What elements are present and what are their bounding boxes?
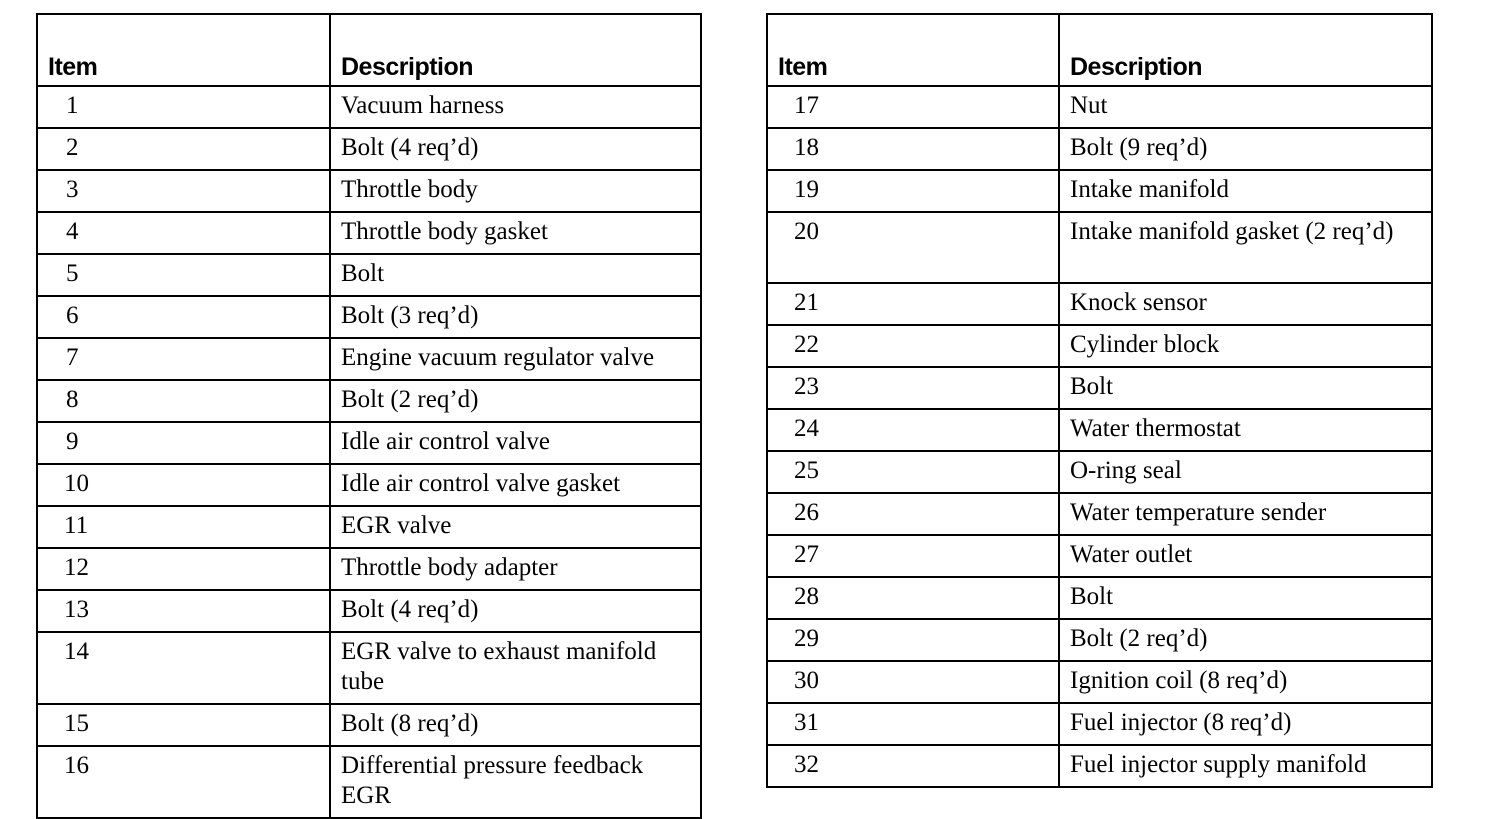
table-row — [37, 590, 701, 632]
item-description: Bolt (2 req’d) — [330, 380, 701, 422]
parts-table-right — [766, 13, 1433, 788]
table-row — [767, 661, 1432, 703]
table-row — [37, 506, 701, 548]
item-number: 8 — [37, 380, 330, 422]
table-row — [767, 325, 1432, 367]
item-number: 5 — [37, 254, 330, 296]
item-number: 17 — [767, 86, 1059, 128]
item-description: Fuel injector (8 req’d) — [1059, 703, 1432, 745]
item-number: 22 — [767, 325, 1059, 367]
item-description: O-ring seal — [1059, 451, 1432, 493]
item-description: Nut — [1059, 86, 1432, 128]
item-description: Vacuum harness — [330, 86, 701, 128]
table-row — [37, 632, 701, 704]
table-row — [767, 451, 1432, 493]
item-number: 13 — [37, 590, 330, 632]
item-description: Bolt (4 req’d) — [330, 590, 701, 632]
item-number: 1 — [37, 86, 330, 128]
item-description: Idle air control valve gasket — [330, 464, 701, 506]
item-number: 14 — [37, 632, 330, 704]
item-number: 29 — [767, 619, 1059, 661]
item-description: Bolt (3 req’d) — [330, 296, 701, 338]
table-row — [37, 86, 701, 128]
table-row — [767, 535, 1432, 577]
item-description: EGR valve to exhaust manifold tube — [330, 632, 701, 704]
table-row — [37, 380, 701, 422]
item-description: Differential pressure feedback EGR — [330, 746, 701, 818]
item-number: 28 — [767, 577, 1059, 619]
item-number: 27 — [767, 535, 1059, 577]
item-description: Cylinder block — [1059, 325, 1432, 367]
item-description: Idle air control valve — [330, 422, 701, 464]
item-number: 15 — [37, 704, 330, 746]
item-description: Engine vacuum regulator valve — [330, 338, 701, 380]
item-description: Intake manifold — [1059, 170, 1432, 212]
item-description: Bolt (9 req’d) — [1059, 128, 1432, 170]
item-description: Bolt (2 req’d) — [1059, 619, 1432, 661]
description-column-header: Description — [1059, 14, 1432, 86]
item-number: 32 — [767, 745, 1059, 787]
item-number: 21 — [767, 283, 1059, 325]
table-row — [767, 128, 1432, 170]
item-description: Bolt — [330, 254, 701, 296]
table-row — [37, 212, 701, 254]
item-number: 10 — [37, 464, 330, 506]
table-header-row — [37, 14, 701, 86]
table-row — [767, 367, 1432, 409]
table-row — [37, 746, 701, 818]
table-row — [767, 212, 1432, 283]
item-number: 30 — [767, 661, 1059, 703]
item-description: EGR valve — [330, 506, 701, 548]
item-description: Bolt (4 req’d) — [330, 128, 701, 170]
item-description: Throttle body gasket — [330, 212, 701, 254]
table-row — [767, 577, 1432, 619]
table-row — [767, 703, 1432, 745]
item-number: 2 — [37, 128, 330, 170]
table-row — [37, 170, 701, 212]
item-description: Throttle body — [330, 170, 701, 212]
item-number: 25 — [767, 451, 1059, 493]
item-description: Water thermostat — [1059, 409, 1432, 451]
table-row — [767, 283, 1432, 325]
table-row — [37, 422, 701, 464]
table-row — [37, 704, 701, 746]
item-description: Fuel injector supply manifold — [1059, 745, 1432, 787]
table-row — [37, 296, 701, 338]
item-description: Intake manifold gasket (2 req’d) — [1059, 212, 1432, 283]
table-row — [767, 619, 1432, 661]
table-row — [767, 409, 1432, 451]
table-row — [37, 338, 701, 380]
item-description: Water temperature sender — [1059, 493, 1432, 535]
item-description: Water outlet — [1059, 535, 1432, 577]
item-number: 12 — [37, 548, 330, 590]
item-number: 3 — [37, 170, 330, 212]
table-row — [767, 493, 1432, 535]
table-row — [37, 128, 701, 170]
item-description: Knock sensor — [1059, 283, 1432, 325]
item-column-header: Item — [767, 14, 1059, 86]
item-number: 31 — [767, 703, 1059, 745]
table-row — [37, 548, 701, 590]
item-description: Throttle body adapter — [330, 548, 701, 590]
item-number: 18 — [767, 128, 1059, 170]
item-number: 23 — [767, 367, 1059, 409]
item-number: 7 — [37, 338, 330, 380]
item-number: 16 — [37, 746, 330, 818]
item-description: Bolt — [1059, 367, 1432, 409]
item-number: 20 — [767, 212, 1059, 283]
item-number: 26 — [767, 493, 1059, 535]
table-row — [767, 170, 1432, 212]
item-number: 11 — [37, 506, 330, 548]
item-description: Ignition coil (8 req’d) — [1059, 661, 1432, 703]
item-number: 19 — [767, 170, 1059, 212]
table-row — [37, 254, 701, 296]
item-description: Bolt (8 req’d) — [330, 704, 701, 746]
item-description: Bolt — [1059, 577, 1432, 619]
table-row — [767, 745, 1432, 787]
item-number: 4 — [37, 212, 330, 254]
item-number: 9 — [37, 422, 330, 464]
item-number: 24 — [767, 409, 1059, 451]
table-row — [767, 86, 1432, 128]
table-row — [37, 464, 701, 506]
table-header-row — [767, 14, 1432, 86]
parts-table-left — [36, 13, 702, 819]
item-column-header: Item — [37, 14, 330, 86]
item-number: 6 — [37, 296, 330, 338]
description-column-header: Description — [330, 14, 701, 86]
